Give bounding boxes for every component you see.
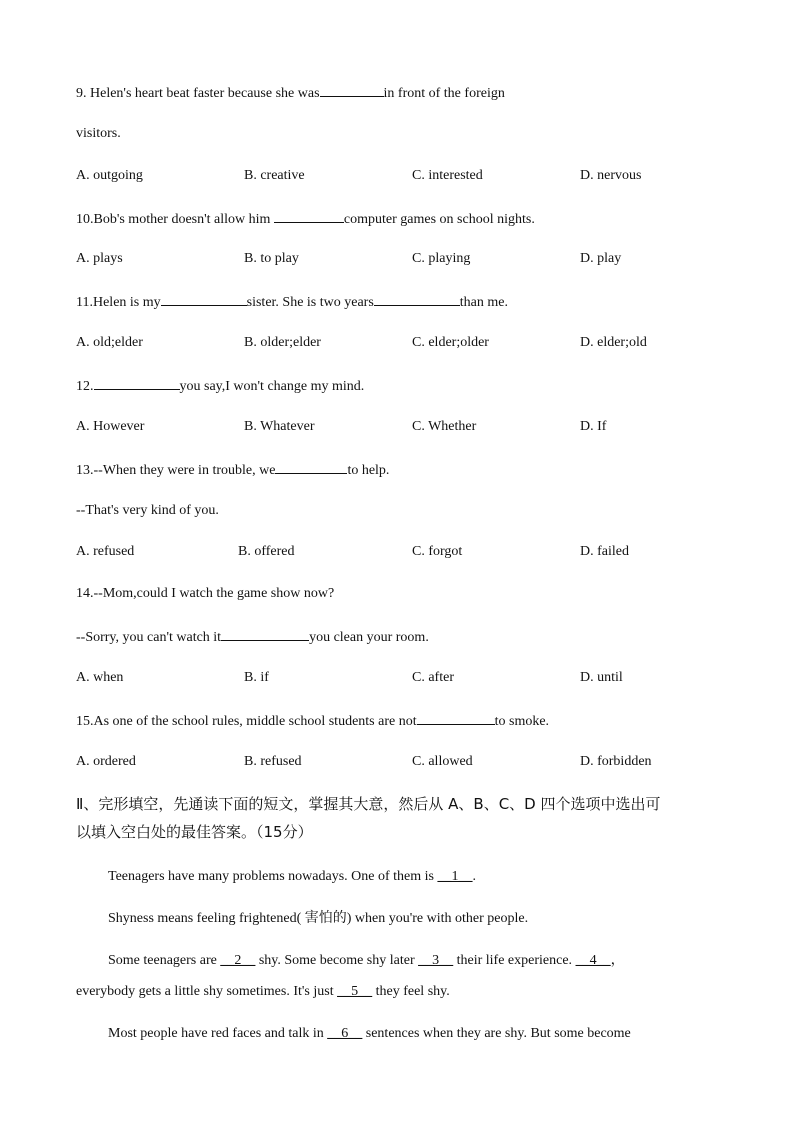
question-14-line-1	[76, 584, 334, 604]
option-b: B. Whatever	[244, 419, 315, 434]
blank-5: __5__	[337, 984, 373, 999]
option-d: D. elder;old	[580, 335, 647, 350]
blank-6: __6__	[327, 1026, 363, 1041]
option-b: B. older;elder	[244, 335, 321, 350]
question-text: As one of the school rules, middle school students are not	[93, 714, 417, 729]
question-number: 10.	[76, 212, 94, 227]
question-9-options	[76, 166, 736, 186]
question-13-line-2: --That's very kind of you.	[76, 503, 219, 518]
option-c: C. after	[412, 670, 454, 685]
question-text: sister. She is two years	[246, 295, 374, 310]
option-d: D. If	[580, 419, 607, 434]
question-12-line	[76, 375, 364, 397]
question-13-line-1	[76, 459, 389, 481]
blank-3: __3__	[418, 953, 454, 968]
question-number: 14.	[76, 586, 94, 601]
question-11-line	[76, 291, 508, 313]
option-c: C. forgot	[412, 544, 463, 559]
question-text: to smoke.	[494, 714, 550, 729]
option-c: C. interested	[412, 168, 483, 183]
answer-blank	[275, 459, 347, 474]
question-12-options	[76, 417, 736, 437]
question-number: 15.	[76, 714, 94, 729]
question-text: Helen's heart beat faster because she was	[90, 86, 320, 101]
option-a: A. ordered	[76, 754, 136, 769]
option-a: A. outgoing	[76, 168, 143, 183]
question-text: than me.	[459, 295, 509, 310]
answer-blank	[94, 375, 180, 390]
option-a: A. refused	[76, 544, 135, 559]
question-10-line	[76, 208, 535, 230]
question-13-options	[76, 542, 736, 562]
passage-paragraph-2: Shyness means feeling frightened( 害怕的) when you're with other people.	[108, 911, 529, 926]
option-a: A. plays	[76, 251, 123, 266]
option-a: A. However	[76, 419, 145, 434]
option-d: D. nervous	[580, 168, 642, 183]
question-number: 13.	[76, 463, 94, 478]
question-11-options	[76, 333, 736, 353]
option-c: C. allowed	[412, 754, 473, 769]
answer-blank	[274, 208, 344, 223]
option-c: C. Whether	[412, 419, 477, 434]
option-b: B. if	[244, 670, 269, 685]
option-c: C. playing	[412, 251, 471, 266]
option-b: B. refused	[244, 754, 302, 769]
answer-blank	[374, 291, 460, 306]
question-15-options	[76, 752, 736, 772]
passage-paragraph-1: Teenagers have many problems nowadays. One of them is __1__.	[108, 869, 476, 884]
question-14-options	[76, 668, 736, 688]
answer-blank	[417, 710, 495, 725]
blank-4: __4__	[575, 953, 611, 968]
passage-paragraph-3-line-1: Some teenagers are __2__ shy. Some become shy later __3__ their life experience. __4__，	[108, 953, 625, 968]
passage-paragraph-3-line-2: everybody gets a little shy sometimes. It's just __5__ they feel shy.	[76, 984, 450, 999]
option-d: D. play	[580, 251, 622, 266]
question-text: you say,I won't change my mind.	[179, 379, 365, 394]
question-9-line-1	[76, 82, 505, 104]
section-2-heading-line-1: Ⅱ、完形填空，先通读下面的短文，掌握其大意，然后从 A、B、C、D 四个选项中选出可	[76, 795, 661, 813]
blank-2: __2__	[220, 953, 256, 968]
answer-blank	[320, 82, 384, 97]
option-c: C. elder;older	[412, 335, 489, 350]
answer-blank	[221, 626, 309, 641]
option-d: D. forbidden	[580, 754, 652, 769]
question-text: computer games on school nights.	[343, 212, 535, 227]
passage-paragraph-4: Most people have red faces and talk in __6__ sentences when they are shy. But some become	[108, 1026, 631, 1041]
option-a: A. when	[76, 670, 124, 685]
question-number: 9.	[76, 86, 87, 101]
blank-1: __1__	[437, 869, 473, 884]
question-text: you clean your room.	[309, 630, 429, 645]
question-number: 11.	[76, 295, 93, 310]
option-d: D. failed	[580, 544, 629, 559]
question-number: 12.	[76, 379, 94, 394]
answer-blank	[161, 291, 247, 306]
question-text: in front of the foreign	[383, 86, 505, 101]
question-text: Bob's mother doesn't allow him	[93, 212, 271, 227]
question-15-line	[76, 710, 549, 732]
option-b: B. creative	[244, 168, 305, 183]
question-text: --When they were in trouble, we	[93, 463, 276, 478]
section-2-heading-line-2: 以填入空白处的最佳答案。（15分）	[76, 823, 313, 841]
question-14-line-2	[76, 626, 429, 648]
question-text: to help.	[347, 463, 390, 478]
question-9-line-2: visitors.	[76, 126, 121, 141]
question-text: --Mom,could I watch the game show now?	[93, 586, 335, 601]
question-10-options	[76, 249, 736, 269]
option-b: B. offered	[238, 544, 295, 559]
question-text: --Sorry, you can't watch it	[76, 630, 222, 645]
option-a: A. old;elder	[76, 335, 143, 350]
option-b: B. to play	[244, 251, 299, 266]
question-text: Helen is my	[92, 295, 161, 310]
option-d: D. until	[580, 670, 623, 685]
